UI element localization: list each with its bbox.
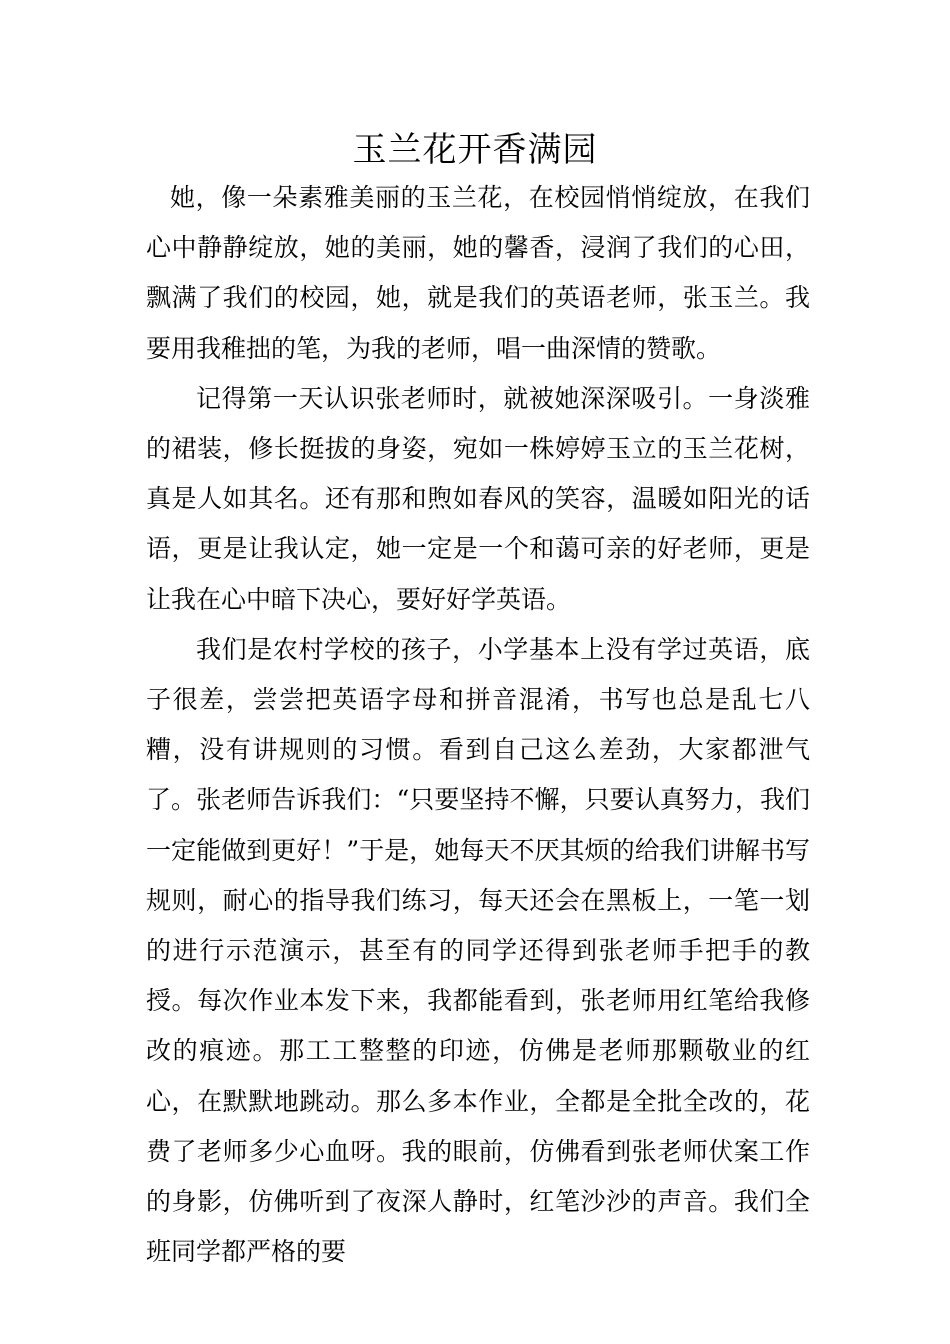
document-body: [146, 173, 810, 1277]
document-title: 玉兰花开香满园: [352, 130, 598, 170]
paragraph: 我们是农村学校的孩子，小学基本上没有学过英语，底子很差，尝尝把英语字母和拼音混淆，书写也总是乱七八糟，没有讲规则的习惯。看到自己这么差劲，大家都泄气了。张老师告诉我们：“只要坚持不懈，只要认真努力，我们一定能做到更好！”于是，她每天不厌其烦的给我们讲解书写规则，耐心的指导我们练习，每天还会在黑板上，一笔一划的进行示范演示，甚至有的同学还得到张老师手把手的教授。每次作业本发下来，我都能看到，张老师用红笔给我修改的痕迹。那工工整整的印迹，仿佛是老师那颗敬业的红心，在默默地跳动。那么多本作业，全都是全批全改的，花费了老师多少心血呀。我的眼前，仿佛看到张老师伏案工作的身影，仿佛听到了夜深人静时，红笔沙沙的声音。我们全班同学都严格的要: [146, 634, 810, 1267]
paragraph: 她，像一朵素雅美丽的玉兰花，在校园悄悄绽放，在我们心中静静绽放，她的美丽，她的馨香，浸润了我们的心田，飘满了我们的校园，她，就是我们的英语老师，张玉兰。我要用我稚拙的笔，为我的老师，唱一曲深情的赞歌。: [146, 183, 810, 363]
paragraph: 记得第一天认识张老师时，就被她深深吸引。一身淡雅的裙装，修长挺拔的身姿，宛如一株婷婷玉立的玉兰花树，真是人如其名。还有那和煦如春风的笑容，温暖如阳光的话语，更是让我认定，她一定是一个和蔼可亲的好老师，更是让我在心中暗下决心，要好好学英语。: [146, 383, 810, 614]
